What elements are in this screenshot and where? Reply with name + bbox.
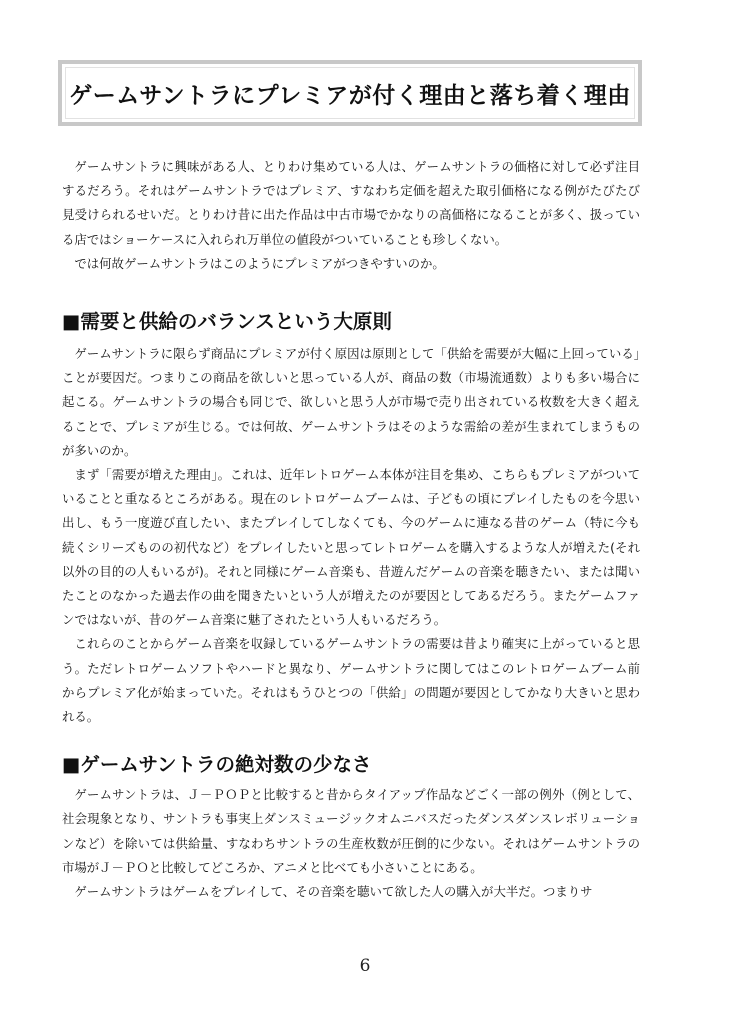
section2-paragraph-2: ゲームサントラはゲームをプレイして、その音楽を聴いて欲した人の購入が大半だ。つまりサ [74, 884, 593, 900]
section1-paragraph-3: これらのことからゲーム音楽を収録しているゲームサントラの需要は昔より確実に上がっていると思う。ただレトロゲームソフトやハードと異なり、ゲームサントラに関してはこのレトロゲームブーム前からプレミア化が始まっていた。それはもうひとつの「供給」の問題が要因としてかなり大きいと思われる。 [62, 636, 640, 725]
intro-paragraph-1: ゲームサントラに興味がある人、とりわけ集めている人は、ゲームサントラの価格に対して必ず注目するだろう。それはゲームサントラではプレミア、すなわち定価を超えた取引価格になる例がたびたび見受けられるせいだ。とりわけ昔に出た作品は中古市場でかなりの高価格になることが多く、扱っている店ではショーケースに入れられ万単位の値段がついていることも珍しくない。 [62, 159, 640, 247]
section2-paragraph-1: ゲームサントラは、Ｊ－ＰＯＰと比較すると昔からタイアップ作品などごく一部の例外（例として、社会現象となり、サントラも事実上ダンスミュージックオムニバスだったダンスダンスレボリューションなど）を除いては供給量、すなわちサントラの生産枚数が圧倒的に少ない。それはゲームサントラの市場がＪ－ＰＯと比較してどころか、アニメと比べても小さいことにある。 [62, 787, 640, 875]
page-title: ゲームサントラにプレミアが付く理由と落ち着く理由 [69, 82, 631, 109]
section-heading-supply-demand: ■需要と供給のバランスという大原則 [62, 310, 392, 334]
intro-paragraph-2: では何故ゲームサントラはこのようにプレミアがつきやすいのか。 [74, 255, 445, 271]
page-number: 6 [359, 956, 371, 976]
section-heading-scarcity: ■ゲームサントラの絶対数の少なさ [62, 753, 372, 777]
article-body [62, 155, 640, 904]
title-box [58, 60, 642, 126]
section1-paragraph-2: まず「需要が増えた理由」。これは、近年レトロゲーム本体が注目を集め、こちらもプレミアがついていることと重なるところがある。現在のレトロゲームブームは、子どもの頃にプレイしたものを今思い出し、もう一度遊び直したい、またプレイしてしなくても、今のゲームに連なる昔のゲーム（特に今も続くシリーズものの初代など）をプレイしたいと思ってレトロゲームを購入するような人が増えた(それ以外の目的の人もいるが)。それと同様にゲーム音楽も、昔遊んだゲームの音楽を聴きたい、または聞いたことのなかった過去作の曲を聞きたいという人が増えたのが要因としてあるだろう。またゲームファンではないが、昔のゲーム音楽に魅了されたという人もいるだろう。 [62, 467, 640, 628]
section1-paragraph-1: ゲームサントラに限らず商品にプレミアが付く原因は原則として「供給を需要が大幅に上回っている」ことが要因だ。つまりこの商品を欲しいと思っている人が、商品の数（市場流通数）よりも多い場合に起こる。ゲームサントラの場合も同じで、欲しいと思う人が市場で売り出されている枚数を大きく超えることで、プレミアが生じる。では何故、ゲームサントラはそのような需給の差が生まれてしまうものが多いのか。 [62, 346, 640, 458]
